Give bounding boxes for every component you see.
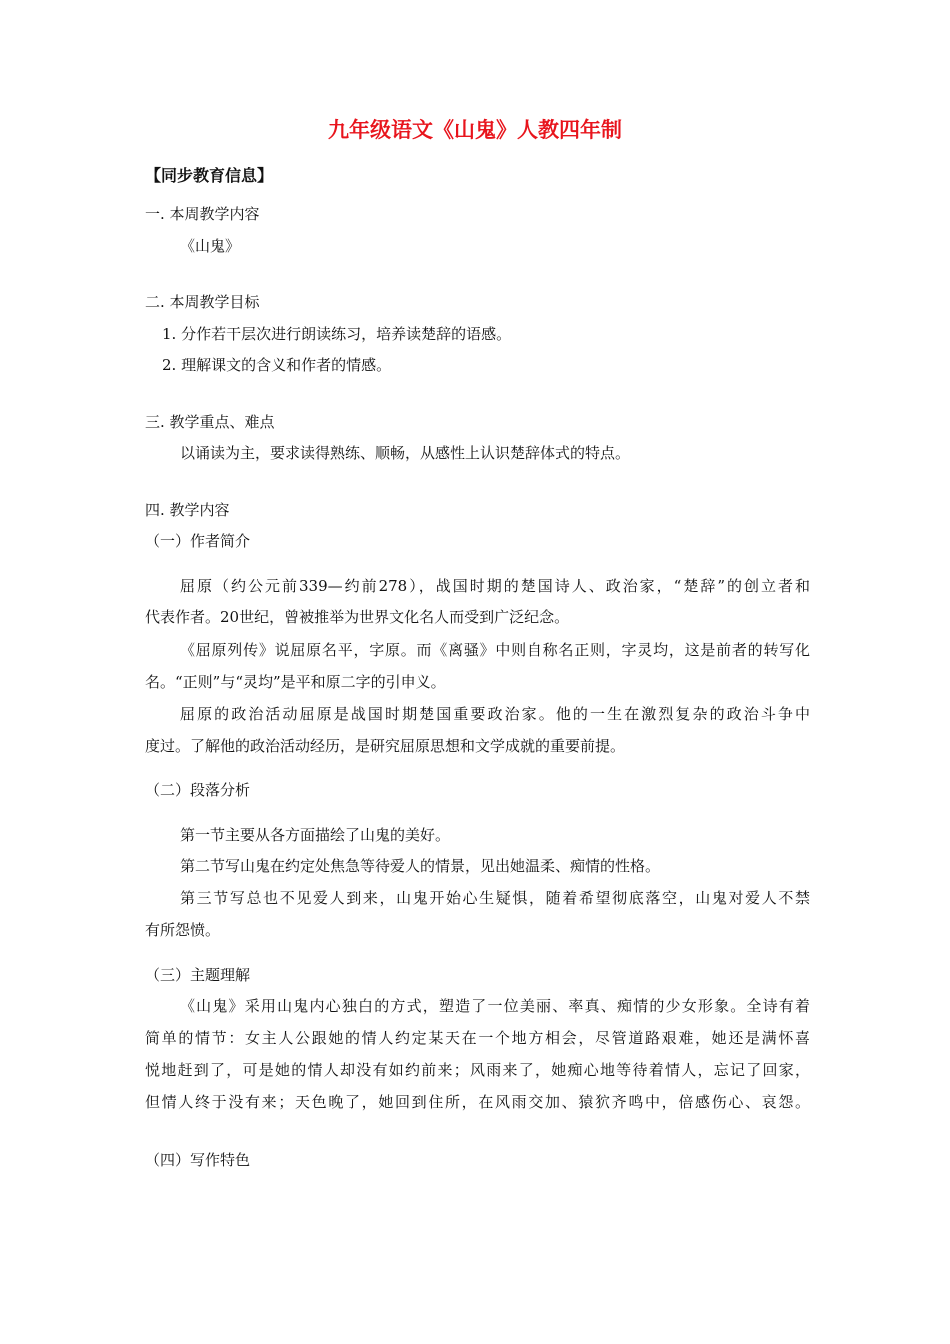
part4-heading: 四. 教学内容: [145, 501, 230, 519]
sub3-line2: 简单的情节：女主人公跟她的情人约定某天在一个地方相会，尽管道路艰难，她还是满怀喜: [145, 1029, 810, 1047]
sub1-p1-line1: 屈原（约公元前339—约前278），战国时期的楚国诗人、政治家，“楚辞”的创立者和: [180, 577, 810, 595]
sub1-p2-line2: 名。“正则”与“灵均”是平和原二字的引申义。: [145, 673, 446, 691]
sub2-p3-line2: 有所怨愤。: [145, 921, 221, 939]
sub1-p1-line2: 代表作者。20世纪，曾被推举为世界文化名人而受到广泛纪念。: [145, 608, 570, 626]
sub1-p3-line2: 度过。了解他的政治活动经历，是研究屈原思想和文学成就的重要前提。: [145, 737, 626, 755]
part1-content: 《山鬼》: [180, 237, 241, 255]
part2-item-2: 2. 理解课文的含义和作者的情感。: [162, 356, 392, 374]
sub3-line1: 《山鬼》采用山鬼内心独白的方式，塑造了一位美丽、率真、痴情的少女形象。全诗有着: [180, 997, 810, 1015]
sub2-heading: （二）段落分析: [145, 781, 251, 799]
part2-heading: 二. 本周教学目标: [145, 293, 260, 311]
sub1-p3-line1: 屈原的政治活动屈原是战国时期楚国重要政治家。他的一生在激烈复杂的政治斗争中: [180, 705, 810, 723]
part1-heading: 一. 本周教学内容: [145, 205, 260, 223]
document-title: 九年级语文《山鬼》人教四年制: [328, 117, 622, 142]
part2-item-1: 1. 分作若干层次进行朗读练习，培养读楚辞的语感。: [162, 325, 512, 343]
sub3-heading: （三）主题理解: [145, 966, 251, 984]
sub2-p1: 第一节主要从各方面描绘了山鬼的美好。: [180, 826, 451, 844]
sub3-line4: 但情人终于没有来；天色晚了，她回到住所，在风雨交加、猿狖齐鸣中，倍感伤心、哀怨。: [145, 1093, 810, 1111]
sub1-heading: （一）作者简介: [145, 532, 251, 550]
section-heading: 【同步教育信息】: [145, 166, 274, 185]
part3-heading: 三. 教学重点、难点: [145, 413, 275, 431]
sub2-p2: 第二节写山鬼在约定处焦急等待爱人的情景，见出她温柔、痴情的性格。: [180, 857, 661, 875]
sub1-p2-line1: 《屈原列传》说屈原名平，字原。而《离骚》中则自称名正则，字灵均，这是前者的转写化: [180, 641, 810, 659]
sub2-p3-line1: 第三节写总也不见爱人到来，山鬼开始心生疑惧，随着希望彻底落空，山鬼对爱人不禁: [180, 889, 810, 907]
part3-content: 以诵读为主，要求读得熟练、顺畅，从感性上认识楚辞体式的特点。: [180, 444, 631, 462]
sub3-line3: 悦地赶到了，可是她的情人却没有如约前来；风雨来了，她痴心地等待着情人，忘记了回家，: [145, 1061, 810, 1079]
sub4-heading: （四）写作特色: [145, 1151, 251, 1169]
